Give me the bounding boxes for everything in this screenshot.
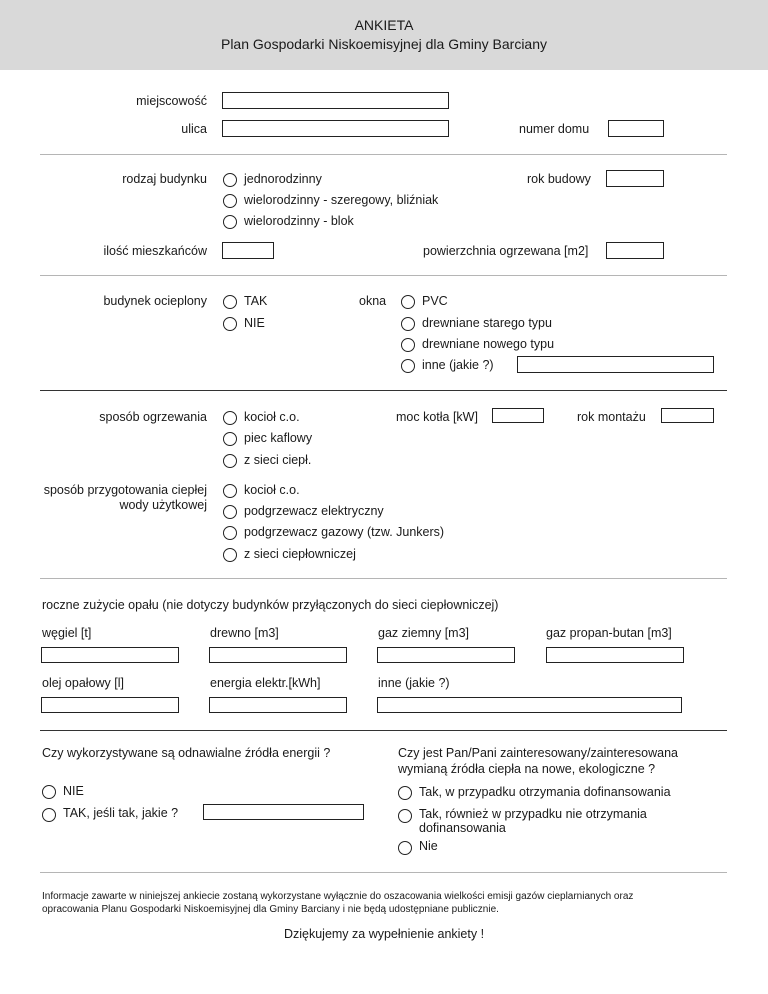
option-water-boiler: kocioł c.o. bbox=[244, 483, 300, 497]
install-year-label: rok montażu bbox=[577, 410, 646, 424]
radio-renewables-no[interactable] bbox=[42, 785, 56, 799]
divider bbox=[40, 390, 727, 391]
city-input[interactable] bbox=[222, 92, 449, 109]
fuel-lpg-label: gaz propan-butan [m3] bbox=[546, 626, 672, 640]
house-number-label: numer domu bbox=[519, 122, 590, 136]
option-exchange-without-funding-line2: dofinansowania bbox=[419, 821, 506, 835]
fuel-coal-label: węgiel [t] bbox=[42, 626, 92, 640]
divider bbox=[40, 730, 727, 731]
radio-single-family[interactable] bbox=[223, 173, 237, 187]
heating-label: sposób ogrzewania bbox=[99, 410, 207, 424]
renewables-which-input[interactable] bbox=[203, 804, 364, 820]
radio-windows-other[interactable] bbox=[401, 359, 415, 373]
radio-block[interactable] bbox=[223, 215, 237, 229]
info-line1: Informacje zawarte w niniejszej ankiecie zostaną wykorzystane wyłącznie do oszacowania wielkości emisji gazów cieplarnianych oraz bbox=[42, 891, 634, 902]
option-windows-other: inne (jakie ?) bbox=[422, 358, 494, 372]
renewables-question: Czy wykorzystywane są odnawialne źródła energii ? bbox=[42, 746, 331, 760]
install-year-input[interactable] bbox=[661, 408, 714, 423]
boiler-power-input[interactable] bbox=[492, 408, 544, 423]
option-windows-new-wood: drewniane nowego typu bbox=[422, 337, 555, 351]
option-heating-boiler: kocioł c.o. bbox=[244, 410, 300, 424]
option-renewables-yes: TAK, jeśli tak, jakie ? bbox=[63, 806, 179, 820]
radio-exchange-with-funding[interactable] bbox=[398, 786, 412, 800]
radio-exchange-no[interactable] bbox=[398, 841, 412, 855]
option-windows-old-wood: drewniane starego typu bbox=[422, 316, 552, 330]
fuel-wood-label: drewno [m3] bbox=[210, 626, 279, 640]
hot-water-label-line1: sposób przygotowania ciepłej bbox=[43, 483, 207, 497]
divider bbox=[40, 578, 727, 579]
option-terraced: wielorodzinny - szeregowy, bliźniak bbox=[244, 193, 439, 207]
option-block: wielorodzinny - blok bbox=[244, 214, 354, 228]
build-year-label: rok budowy bbox=[527, 172, 591, 186]
fuel-gas-input[interactable] bbox=[377, 647, 515, 663]
city-label: miejscowość bbox=[136, 94, 207, 108]
windows-label: okna bbox=[359, 294, 387, 308]
radio-heating-tile-stove[interactable] bbox=[223, 432, 237, 446]
radio-terraced[interactable] bbox=[223, 194, 237, 208]
radio-water-gas[interactable] bbox=[223, 526, 237, 540]
option-exchange-without-funding-line1: Tak, również w przypadku nie otrzymania bbox=[419, 807, 647, 821]
fuel-other-label: inne (jakie ?) bbox=[378, 676, 450, 690]
option-water-gas: podgrzewacz gazowy (tzw. Junkers) bbox=[244, 525, 445, 539]
fuel-coal-input[interactable] bbox=[41, 647, 179, 663]
option-insulation-yes: TAK bbox=[244, 294, 268, 308]
fuel-oil-input[interactable] bbox=[41, 697, 179, 713]
option-single-family: jednorodzinny bbox=[244, 172, 322, 186]
radio-insulation-yes[interactable] bbox=[223, 295, 237, 309]
build-year-input[interactable] bbox=[606, 170, 664, 187]
option-heating-district: z sieci ciepł. bbox=[244, 453, 312, 467]
fuel-lpg-input[interactable] bbox=[546, 647, 684, 663]
residents-input[interactable] bbox=[222, 242, 274, 259]
radio-water-district[interactable] bbox=[223, 548, 237, 562]
building-type-label: rodzaj budynku bbox=[122, 172, 207, 186]
radio-renewables-yes[interactable] bbox=[42, 808, 56, 822]
radio-insulation-no[interactable] bbox=[223, 317, 237, 331]
radio-heating-boiler[interactable] bbox=[223, 411, 237, 425]
option-exchange-with-funding: Tak, w przypadku otrzymania dofinansowania bbox=[419, 785, 671, 799]
radio-water-electric[interactable] bbox=[223, 505, 237, 519]
header-banner bbox=[0, 0, 768, 70]
fuel-oil-label: olej opałowy [l] bbox=[42, 676, 124, 690]
option-heating-tile-stove: piec kaflowy bbox=[244, 431, 313, 445]
street-label: ulica bbox=[181, 122, 207, 136]
thanks-text: Dziękujemy za wypełnienie ankiety ! bbox=[283, 927, 485, 941]
area-input[interactable] bbox=[606, 242, 664, 259]
fuel-electric-label: energia elektr.[kWh] bbox=[210, 676, 321, 690]
fuel-section-title: roczne zużycie opału (nie dotyczy budynków przyłączonych do sieci ciepłowniczej) bbox=[42, 598, 499, 612]
radio-heating-district[interactable] bbox=[223, 454, 237, 468]
radio-windows-new-wood[interactable] bbox=[401, 338, 415, 352]
option-renewables-no: NIE bbox=[63, 784, 84, 798]
divider bbox=[40, 872, 727, 873]
windows-other-input[interactable] bbox=[517, 356, 714, 373]
hot-water-label-line2: wody użytkowej bbox=[119, 498, 207, 512]
radio-exchange-without-funding[interactable] bbox=[398, 809, 412, 823]
boiler-power-label: moc kotła [kW] bbox=[396, 410, 478, 424]
form-title: ANKIETA bbox=[354, 17, 414, 33]
fuel-electric-input[interactable] bbox=[209, 697, 347, 713]
exchange-question-line1: Czy jest Pan/Pani zainteresowany/zainteresowana bbox=[398, 746, 679, 760]
insulation-label: budynek ocieplony bbox=[103, 294, 207, 308]
exchange-question-line2: wymianą źródła ciepła na nowe, ekologiczne ? bbox=[398, 762, 656, 776]
divider bbox=[40, 154, 727, 155]
street-input[interactable] bbox=[222, 120, 449, 137]
form-subtitle: Plan Gospodarki Niskoemisyjnej dla Gminy Barciany bbox=[220, 36, 548, 52]
option-water-district: z sieci ciepłowniczej bbox=[244, 547, 356, 561]
option-exchange-no: Nie bbox=[419, 839, 438, 853]
house-number-input[interactable] bbox=[608, 120, 664, 137]
radio-windows-pvc[interactable] bbox=[401, 295, 415, 309]
info-line2: opracowania Planu Gospodarki Niskoemisyjnej dla Gminy Barciany i nie będą udostępniane publicznie. bbox=[42, 904, 499, 915]
divider bbox=[40, 275, 727, 276]
option-insulation-no: NIE bbox=[244, 316, 265, 330]
fuel-wood-input[interactable] bbox=[209, 647, 347, 663]
radio-windows-old-wood[interactable] bbox=[401, 317, 415, 331]
fuel-gas-label: gaz ziemny [m3] bbox=[378, 626, 470, 640]
option-windows-pvc: PVC bbox=[422, 294, 448, 308]
radio-water-boiler[interactable] bbox=[223, 484, 237, 498]
option-water-electric: podgrzewacz elektryczny bbox=[244, 504, 384, 518]
residents-label: ilość mieszkańców bbox=[103, 244, 207, 258]
area-label: powierzchnia ogrzewana [m2] bbox=[423, 244, 589, 258]
fuel-other-input[interactable] bbox=[377, 697, 682, 713]
